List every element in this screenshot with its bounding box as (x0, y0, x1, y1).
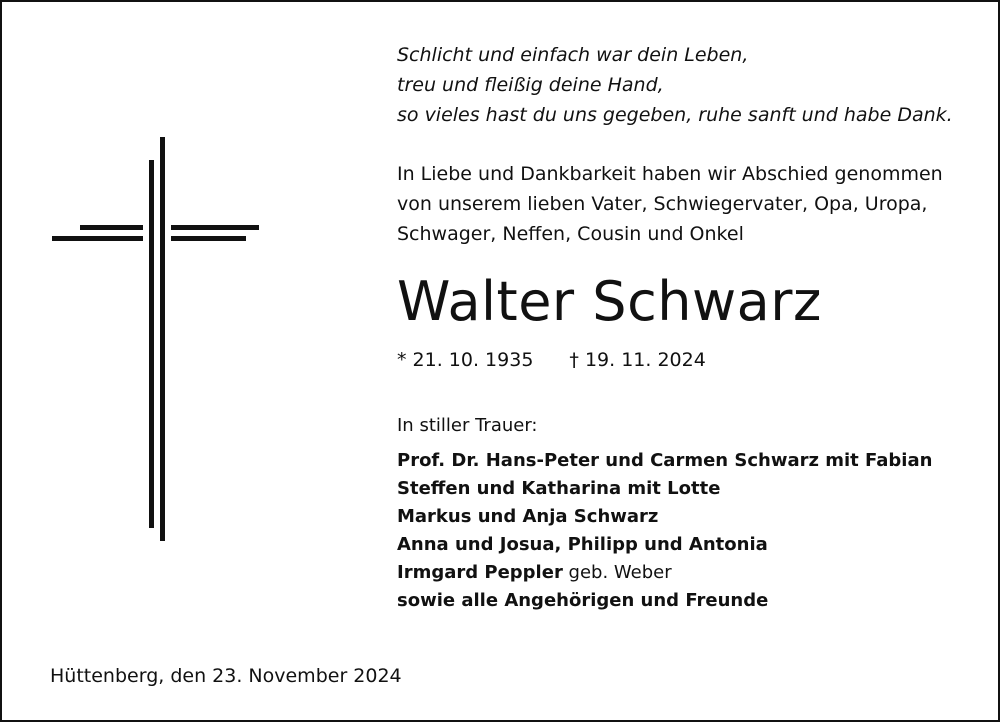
mourners-label: In stiller Trauer: (397, 415, 538, 436)
mourner-line: Steffen und Katharina mit Lotte (397, 478, 721, 499)
cross-horizontal-bar-left-upper (80, 225, 143, 230)
cross-horizontal-bar-right-lower (171, 236, 246, 241)
intro-line: In Liebe und Dankbarkeit haben wir Abschied genommen (397, 163, 943, 185)
mourner-line: Prof. Dr. Hans-Peter und Carmen Schwarz mit Fabian (397, 450, 933, 471)
cross-vertical-bar-left (149, 160, 154, 528)
farewell-intro (397, 159, 982, 249)
mourner-closing-line: sowie alle Angehörigen und Freunde (397, 590, 769, 611)
cross-icon (50, 132, 264, 546)
mourner-line: Anna und Josua, Philipp und Antonia (397, 534, 768, 555)
notice-content (397, 40, 982, 615)
memorial-poem (397, 40, 982, 130)
birth-date: * 21. 10. 1935 (397, 349, 534, 371)
maiden-name-note: geb. Weber (562, 562, 672, 583)
cross-horizontal-bar-left-lower (52, 236, 143, 241)
mourner-line (397, 559, 982, 587)
poem-line: Schlicht und einfach war dein Leben, (397, 44, 749, 66)
poem-line: treu und fleißig deine Hand, (397, 74, 664, 96)
deceased-name: Walter Schwarz (397, 270, 822, 333)
cross-vertical-bar-right (160, 137, 165, 541)
poem-line: so vieles hast du uns gegeben, ruhe sanft und habe Dank. (397, 104, 953, 126)
intro-line: Schwager, Neffen, Cousin und Onkel (397, 223, 744, 245)
mourner-line: Markus und Anja Schwarz (397, 506, 659, 527)
cross-horizontal-bar-right-upper (171, 225, 259, 230)
mourner-name: Irmgard Peppler (397, 562, 563, 583)
life-dates (397, 347, 982, 373)
place-and-date: Hüttenberg, den 23. November 2024 (50, 665, 402, 687)
mourners-list (397, 447, 982, 615)
intro-line: von unserem lieben Vater, Schwiegervater, Opa, Uropa, (397, 193, 928, 215)
death-date: † 19. 11. 2024 (569, 349, 706, 371)
